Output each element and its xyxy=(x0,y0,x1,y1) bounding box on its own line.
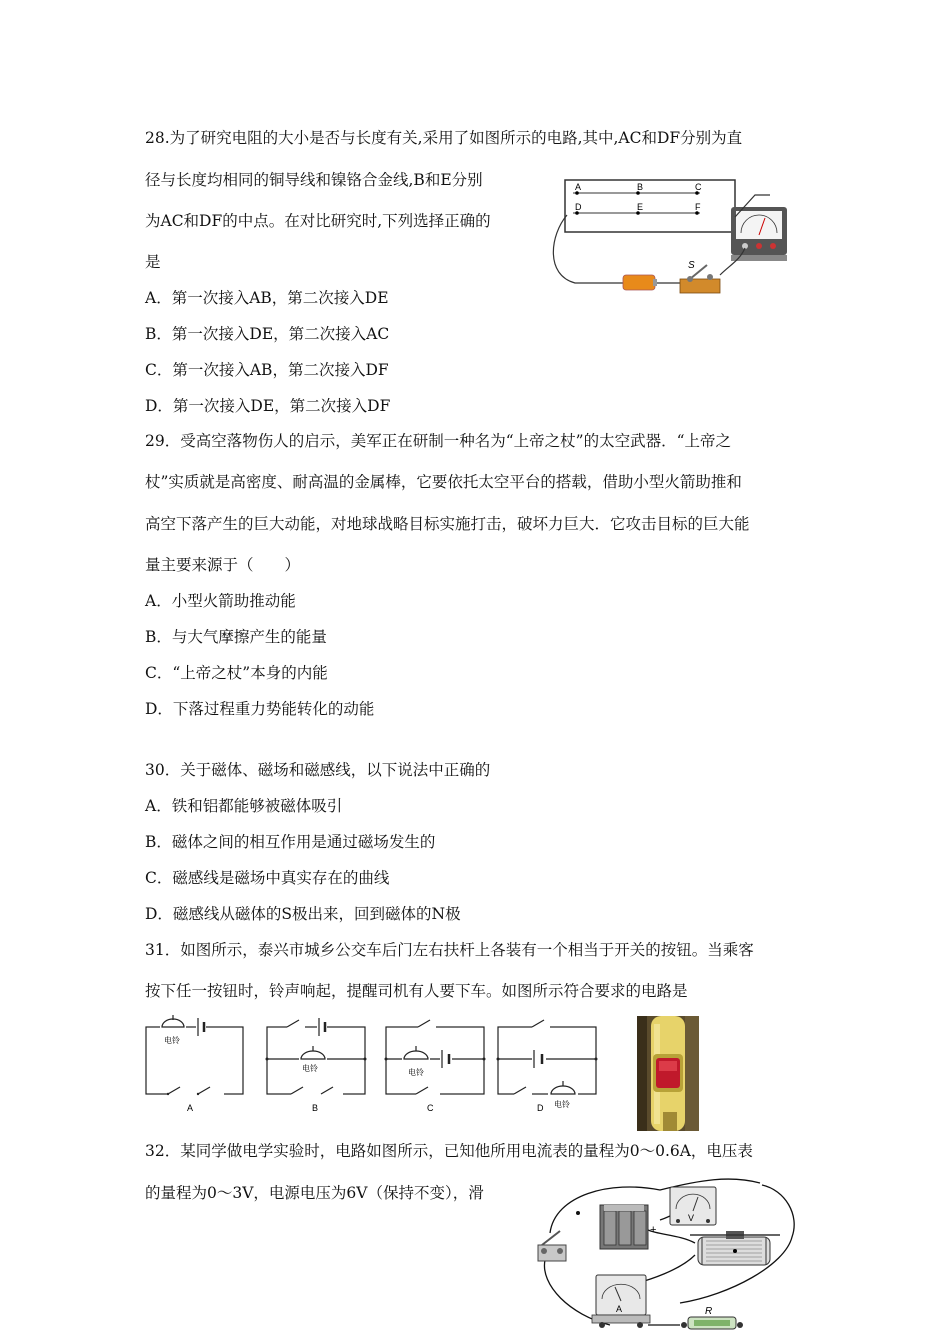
q29-stem-line3: 高空下落产生的巨大动能，对地球战略目标实施打击，破坏力巨大．它攻击目标的巨大能 xyxy=(145,515,750,533)
bell-label: 电铃 xyxy=(164,1036,180,1045)
bus-button-photo xyxy=(637,1016,699,1131)
q29-option-b: B．与大气摩擦产生的能量 xyxy=(145,628,327,646)
q29-option-a: A．小型火箭助推动能 xyxy=(145,592,296,610)
q28-stem-line2: 径与长度均相同的铜导线和镍铬合金线,B和E分别 xyxy=(145,171,483,189)
voltmeter-label: V xyxy=(688,1213,695,1223)
resistor-icon xyxy=(681,1306,743,1329)
label-c: C xyxy=(695,182,702,192)
ammeter-icon xyxy=(592,1275,650,1328)
q28-option-d: D．第一次接入DE，第二次接入DF xyxy=(145,397,391,415)
q28-option-b: B．第一次接入DE，第二次接入AC xyxy=(145,325,390,343)
switch-icon xyxy=(538,1231,566,1261)
label-b: B xyxy=(637,182,644,192)
bell-icon xyxy=(299,1046,327,1061)
bell-icon xyxy=(548,1081,578,1097)
circuit-c-label: C xyxy=(427,1103,434,1113)
q28-option-c: C．第一次接入AB，第二次接入DF xyxy=(145,361,389,379)
label-e: E xyxy=(637,202,644,212)
q32-circuit-figure xyxy=(530,1175,810,1335)
battery-icon xyxy=(623,275,657,290)
q32-stem-line1: 32．某同学做电学实验时，电路如图所示，已知他所用电流表的量程为0～0.6A，电压表 xyxy=(145,1142,753,1160)
q28-option-a: A．第一次接入AB，第二次接入DE xyxy=(145,289,389,307)
switch-icon xyxy=(680,260,720,293)
q28-stem-line3: 为AC和DF的中点。在对比研究时,下列选择正确的 xyxy=(145,212,491,230)
q29-option-c: C．“上帝之杖”本身的内能 xyxy=(145,664,328,682)
q31-stem-line1: 31．如图所示，泰兴市城乡公交车后门左右扶杆上各装有一个相当于开关的按钮。当乘客 xyxy=(145,941,754,959)
label-d: D xyxy=(575,202,582,212)
label-s: S xyxy=(688,260,695,271)
q32-stem-line2: 的量程为0～3V，电源电压为6V（保持不变），滑 xyxy=(145,1184,484,1202)
q30-option-b: B．磁体之间的相互作用是通过磁场发生的 xyxy=(145,833,436,851)
q29-stem-line2: 杖”实质就是高密度、耐高温的金属棒，它要依托太空平台的搭载，借助小型火箭助推和 xyxy=(145,473,742,491)
q30-option-a: A．铁和铝都能够被磁体吸引 xyxy=(145,797,343,815)
bell-label: 电铃 xyxy=(408,1068,424,1077)
q30-option-c: C．磁感线是磁场中真实存在的曲线 xyxy=(145,869,390,887)
voltmeter-icon xyxy=(670,1187,716,1225)
circuit-d-label: D xyxy=(537,1103,544,1113)
resistor-label: R xyxy=(705,1306,713,1317)
q28-stem-line1: 28.为了研究电阻的大小是否与长度有关,采用了如图所示的电路,其中,AC和DF分别为直 xyxy=(145,129,743,147)
q29-stem-line4: 量主要来源于（ ） xyxy=(145,556,301,574)
q29-option-d: D．下落过程重力势能转化的动能 xyxy=(145,700,375,718)
bell-label: 电铃 xyxy=(554,1100,570,1109)
q28-circuit-figure xyxy=(545,175,795,300)
ammeter-icon xyxy=(731,207,787,261)
battery-icon xyxy=(600,1205,656,1249)
bell-icon xyxy=(160,1015,186,1030)
q31-circuit-d xyxy=(492,1012,604,1114)
q31-circuit-c xyxy=(380,1012,490,1114)
circuit-a-label: A xyxy=(187,1103,194,1113)
rheostat-icon xyxy=(690,1231,780,1265)
q31-circuit-a xyxy=(140,1012,250,1114)
label-a: A xyxy=(575,182,582,192)
bell-icon xyxy=(402,1046,430,1061)
q30-option-d: D．磁感线从磁体的S极出来，回到磁体的N极 xyxy=(145,905,461,923)
ammeter-label: A xyxy=(616,1304,623,1314)
q31-stem-line2: 按下任一按钮时，铃声响起，提醒司机有人要下车。如图所示符合要求的电路是 xyxy=(145,982,688,1000)
q28-stem-line4: 是 xyxy=(145,253,161,271)
q30-stem-line1: 30．关于磁体、磁场和磁感线，以下说法中正确的 xyxy=(145,761,491,779)
circuit-b-label: B xyxy=(312,1103,319,1113)
svg-text:+: + xyxy=(650,1224,657,1236)
label-f: F xyxy=(695,202,701,212)
q29-stem-line1: 29．受高空落物伤人的启示，美军正在研制一种名为“上帝之杖”的太空武器．“上帝之 xyxy=(145,432,731,450)
q31-circuit-b xyxy=(261,1012,371,1114)
bell-label: 电铃 xyxy=(302,1064,318,1073)
